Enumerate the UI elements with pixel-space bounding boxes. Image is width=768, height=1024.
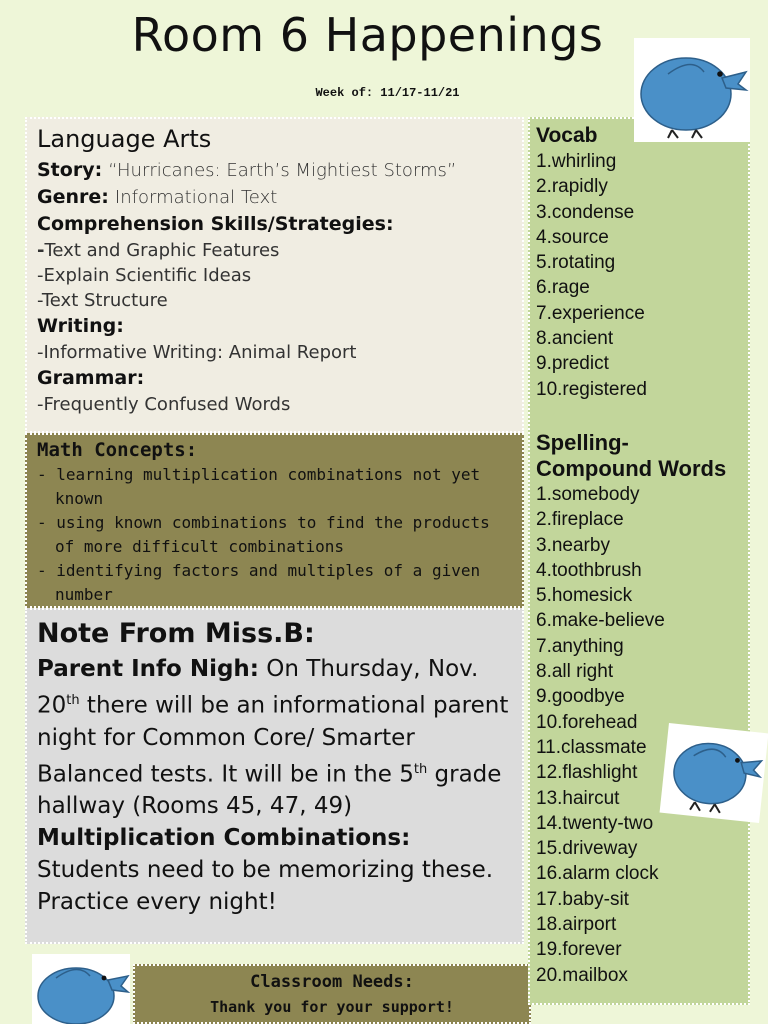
story-row xyxy=(37,157,512,184)
word-list-item: 13.haircut xyxy=(536,787,620,809)
multiplication-paragraph: Multiplication Combinations: Students need to be memorizing these. Practice every night! xyxy=(37,825,494,916)
bluebird-icon xyxy=(660,723,768,823)
grammar-value: -Frequently Confused Words xyxy=(37,394,291,415)
note-section xyxy=(25,608,524,944)
word-list-item: 3.nearby xyxy=(536,534,610,556)
word-list-item: 1.whirling xyxy=(536,151,617,172)
word-list-item: 17.baby-sit xyxy=(536,888,629,910)
word-list-item: 8.all right xyxy=(536,661,614,683)
word-list-item: 7.anything xyxy=(536,635,624,657)
word-list-item: 6.make-believe xyxy=(536,610,665,632)
bluebird-icon xyxy=(634,38,750,142)
word-list-item: 15.driveway xyxy=(536,838,638,860)
word-list-item: 14.twenty-two xyxy=(536,812,654,834)
grammar-label: Grammar: xyxy=(37,367,145,389)
story-value: “Hurricanes: Earth’s Mightiest Storms” xyxy=(108,160,457,181)
genre-row xyxy=(37,184,512,211)
writing-value: -Informative Writing: Animal Report xyxy=(37,342,357,363)
classroom-needs-section xyxy=(133,964,531,1024)
page-title: Room 6 Happenings xyxy=(131,8,604,62)
writing-label: Writing: xyxy=(37,315,124,337)
bluebird-icon xyxy=(32,954,130,1024)
language-arts-heading: Language Arts xyxy=(37,125,212,153)
math-item: - identifying factors and multiples of a given number xyxy=(37,561,481,604)
word-list-item: 10.forehead xyxy=(536,711,638,733)
word-list-item: 16.alarm clock xyxy=(536,863,659,885)
math-section xyxy=(25,433,524,608)
word-list-item: 6.rage xyxy=(536,277,590,299)
spelling-subheading: Compound Words xyxy=(536,455,727,481)
multiplication-label: Multiplication Combinations: xyxy=(37,825,411,852)
vocab-heading: Vocab xyxy=(536,124,598,147)
skill-item: -Explain Scientific Ideas xyxy=(37,265,252,286)
thanks-text: Thank you for your support! xyxy=(210,998,454,1016)
word-list-item: 2.rapidly xyxy=(536,176,608,198)
math-heading: Math Concepts: xyxy=(37,439,198,461)
note-heading: Note From Miss.B: xyxy=(37,618,315,649)
word-list-item: 5.rotating xyxy=(536,252,616,274)
parent-info-label: Parent Info Nigh: xyxy=(37,656,259,682)
word-list-item: 9.predict xyxy=(536,353,609,375)
word-list-item: 3.condense xyxy=(536,201,635,223)
vocab-list xyxy=(536,149,742,402)
skill-item: -Text and Graphic Features xyxy=(37,240,280,261)
word-list-item: 10.registered xyxy=(536,378,647,400)
classroom-needs-heading: Classroom Needs: xyxy=(250,972,414,992)
word-list-item: 9.goodbye xyxy=(536,686,625,708)
word-list-item: 1.somebody xyxy=(536,483,640,505)
word-list-item: 7.experience xyxy=(536,302,645,324)
skill-item: -Text Structure xyxy=(37,290,168,311)
math-item: - learning multiplication combinations not yet known xyxy=(37,465,481,508)
word-list-item: 20.mailbox xyxy=(536,964,628,986)
word-list-item: 4.source xyxy=(536,226,609,248)
word-list-item: 19.forever xyxy=(536,939,622,961)
genre-value: Informational Text xyxy=(114,187,278,208)
language-arts-section xyxy=(25,117,524,433)
week-label: Week of: 11/17-11/21 xyxy=(315,86,460,100)
parent-info-paragraph: Parent Info Nigh: On Thursday, Nov. 20th there will be an informational parent night for Common Core/ Smarter Balanced tests. It will be in the 5th grade hallway (Rooms 45, 47, 49) xyxy=(37,656,509,820)
word-list-item: 11.classmate xyxy=(536,736,647,758)
word-list-item: 2.fireplace xyxy=(536,509,624,531)
genre-label: Genre: xyxy=(37,186,109,208)
spelling-heading: Spelling- xyxy=(536,429,629,455)
story-label: Story: xyxy=(37,159,103,181)
word-list-item: 4.toothbrush xyxy=(536,559,642,581)
word-list-item: 12.flashlight xyxy=(536,762,638,784)
math-item: - using known combinations to find the products of more difficult combinations xyxy=(37,513,490,556)
skills-label: Comprehension Skills/Strategies: xyxy=(37,213,394,235)
word-list-item: 8.ancient xyxy=(536,328,614,350)
word-list-item: 18.airport xyxy=(536,914,617,936)
word-list-item: 5.homesick xyxy=(536,585,633,607)
word-lists-sidebar xyxy=(528,117,750,1005)
